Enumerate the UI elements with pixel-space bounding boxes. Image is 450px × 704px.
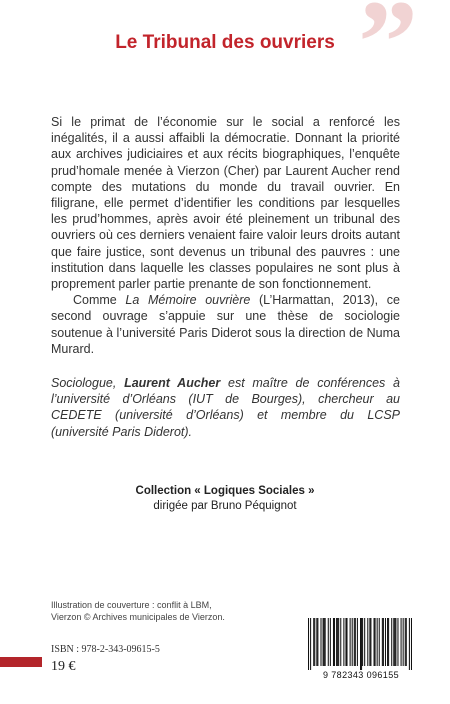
illustration-credit [51,600,291,623]
barcode-icon [308,618,412,678]
context-text-end: (L’Harmattan, 2013), ce second ouvrage s’appuie sur une thèse de sociologie soutenue à l’université Paris Diderot sous la direction de Numa Murard. [51,293,400,356]
author-name: Laurent Aucher [124,376,221,391]
credit-line-2: Vierzon © Archives municipales de Vierzon. [51,611,225,622]
bio-text-end: est maître de conférences à l’université d’Orléans (IUT de Bourges), chercheur au CEDETE (université d’Orléans) et membre du LCSP (université Paris Diderot). [51,376,400,439]
collection-title: Collection « Logiques Sociales » [135,485,315,497]
isbn-label: ISBN : 978-2-343-09615-5 [51,644,160,655]
page-title: Le Tribunal des ouvriers [115,32,335,53]
author-bio [51,375,400,440]
price-label: 19 € [51,659,76,674]
bio-text-start: Sociologue, [51,376,125,391]
barcode-digits: 9 782343 096155 [322,670,400,680]
summary-paragraph: Si le primat de l’économie sur le social a renforcé les inégalités, il a aussi affaibli la démocratie. Donnant la priorité aux archives judiciaires et aux récits biographiques, l’enquête prud’homale menée à Vierzon (Cher) par Laurent Aucher rend compte des mutations du monde du travail ouvrier. En filigrane, elle permet d’identifier les conditions par lesquelles les prud’hommes, après avoir été pleinement un tribunal des ouvriers où ces derniers venaient faire valoir leurs droits autant que faire justice, sont devenus un tribunal des pauvres : une institution dans laquelle les classes populaires ne sont plus à proprement parler partie prenante de son fonctionnement. [51,115,400,292]
credit-line-1: Illustration de couverture : conflit à LBM, [51,600,212,610]
context-text-start: Comme [73,293,126,308]
collection-director: dirigée par Bruno Péquignot [153,500,297,512]
back-cover-text [51,114,400,440]
quotation-mark-icon: ” [358,0,412,108]
context-paragraph [51,292,400,357]
collection-info [0,484,450,514]
book-title: La Mémoire ouvrière [125,293,251,308]
red-accent-bar [0,657,42,667]
